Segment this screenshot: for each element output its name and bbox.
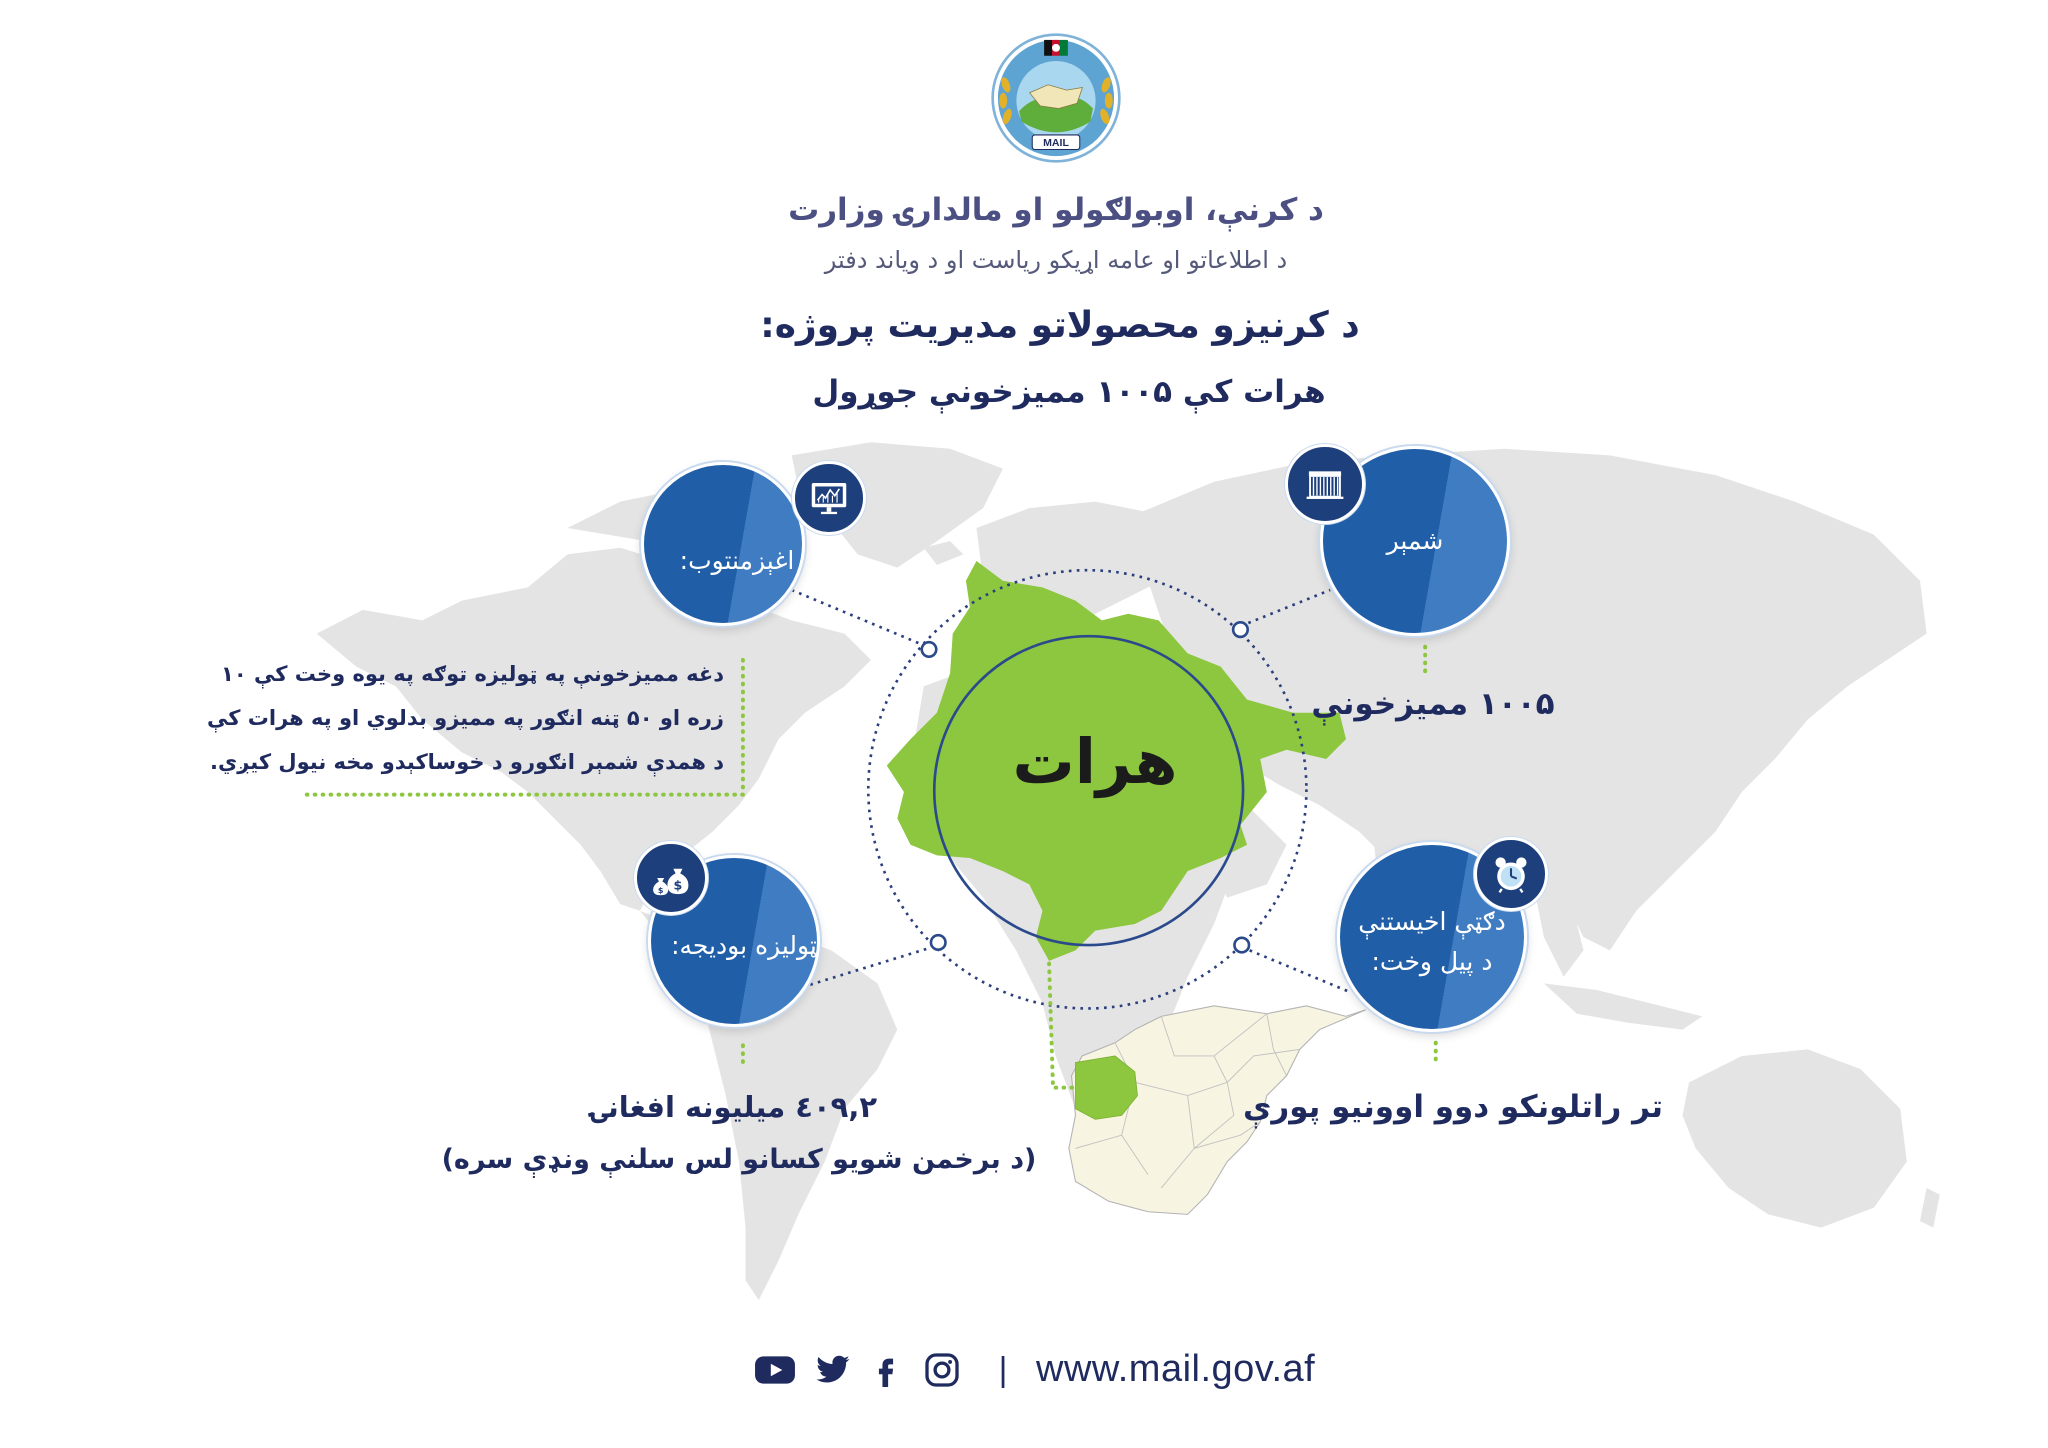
footer-divider: | bbox=[998, 1351, 1008, 1389]
start-label bbox=[1358, 892, 1506, 982]
alarm-clock-icon bbox=[1488, 851, 1534, 897]
page-subtitle: هرات کې ۱۰۰۵ ممیزخونې جوړول bbox=[812, 374, 1326, 410]
twitter-link[interactable] bbox=[813, 1350, 853, 1390]
budget-note: (د برخمن شویو کسانو لس سلنې ونډې سره) bbox=[441, 1144, 1037, 1175]
youtube-link[interactable] bbox=[753, 1350, 797, 1390]
ring-marker bbox=[931, 935, 946, 950]
effectiveness-badge bbox=[792, 461, 866, 535]
facebook-link[interactable] bbox=[868, 1350, 904, 1390]
money-bags-icon bbox=[648, 855, 694, 901]
ring-marker bbox=[922, 642, 937, 657]
description-line: دغه ممیزخونې په ټولیزه توګه په یوه وخت کې ۱۰ bbox=[221, 662, 724, 686]
warehouse-icon bbox=[1302, 461, 1348, 507]
budget-value: ٤٠٩,٢ میلیونه افغانۍ bbox=[590, 1090, 878, 1124]
count-value: ۱۰۰۵ ممیزخونې bbox=[1311, 686, 1555, 722]
effectiveness-node bbox=[641, 462, 805, 626]
twitter-icon bbox=[815, 1352, 851, 1388]
budget-label: ټولیزه بودیجه: bbox=[671, 931, 817, 960]
effectiveness-description bbox=[150, 652, 724, 784]
logo-banner: MAIL bbox=[1043, 137, 1069, 150]
svg-text:$: $ bbox=[657, 885, 664, 895]
office-name: د اطلاعاتو او عامه اړیکو ریاست او د ویاند دفتر bbox=[824, 246, 1288, 274]
budget-badge bbox=[634, 841, 708, 915]
ministry-seal-icon bbox=[990, 32, 1122, 164]
new-zealand bbox=[1920, 1188, 1940, 1228]
facebook-icon bbox=[869, 1352, 903, 1388]
monitor-chart-icon bbox=[806, 475, 852, 521]
count-label: شمېر bbox=[1386, 526, 1444, 555]
ring-marker bbox=[1234, 938, 1249, 953]
province-label: هرات bbox=[1012, 725, 1178, 798]
youtube-icon bbox=[754, 1354, 796, 1386]
ring-marker bbox=[1233, 622, 1248, 637]
australia bbox=[1682, 1049, 1906, 1227]
emblem-icon bbox=[1044, 40, 1068, 56]
count-badge bbox=[1285, 444, 1365, 524]
ministry-name: د کرنې، اوبولګولو او مالدارۍ وزارت bbox=[788, 192, 1324, 228]
svg-text:$: $ bbox=[673, 877, 683, 893]
start-value: تر راتلونکو دوو اوونیو پورې bbox=[1242, 1089, 1664, 1125]
instagram-icon bbox=[924, 1352, 960, 1388]
instagram-link[interactable] bbox=[922, 1350, 962, 1390]
connector-start bbox=[1250, 950, 1352, 992]
start-badge bbox=[1474, 837, 1548, 911]
start-label-line: دګټې اخیستنې bbox=[1358, 907, 1506, 936]
indonesia bbox=[1544, 983, 1702, 1029]
website-link[interactable]: www.mail.gov.af bbox=[1036, 1348, 1316, 1390]
description-line: زره او ۵۰ ټنه انګور په ممیزو بدلوي او په هرات کې bbox=[207, 706, 724, 730]
description-line: د همدې شمېر انګورو د خوساکېدو مخه نیول کیږي. bbox=[209, 750, 724, 774]
start-label-line: د پیل وخت: bbox=[1371, 947, 1493, 976]
page-title: د کرنیزو محصولاتو مدیریت پروژه: bbox=[760, 305, 1360, 346]
effectiveness-label: اغېزمنتوب: bbox=[679, 546, 795, 575]
